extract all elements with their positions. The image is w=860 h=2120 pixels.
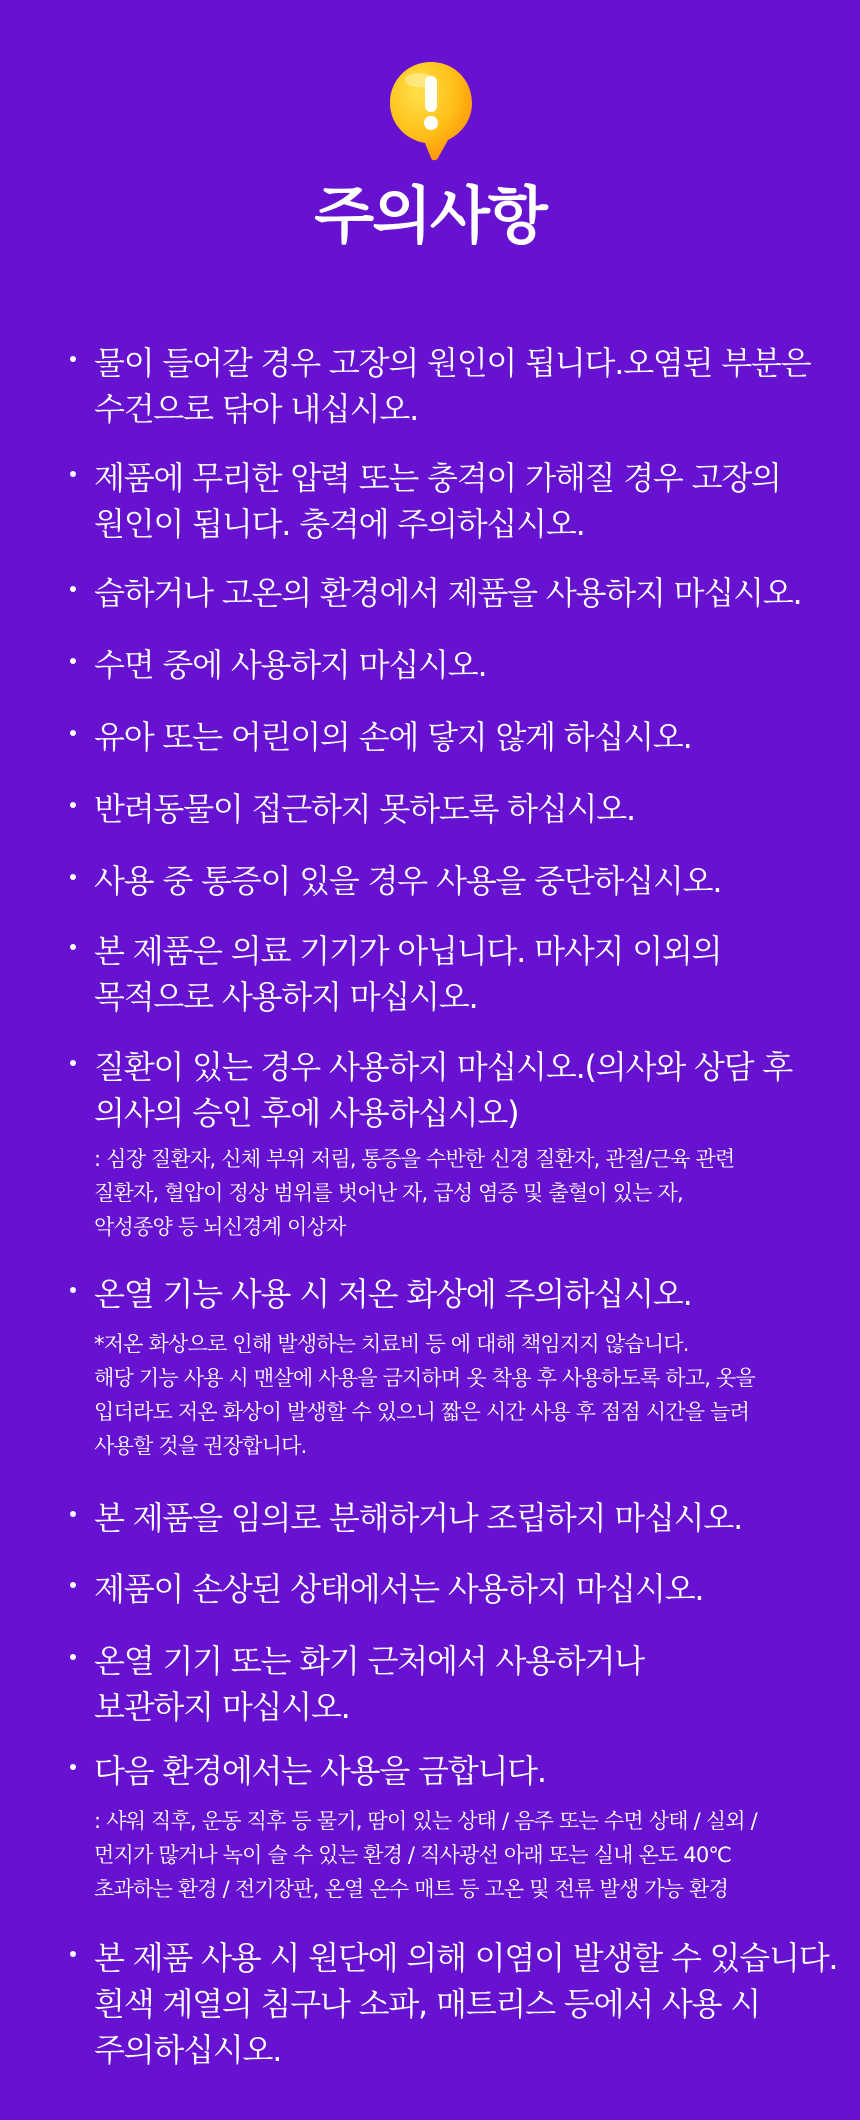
notice-text: 질환이 있는 경우 사용하지 마십시오.(의사와 상담 후 의사의 승인 후에 사용하십시오) <box>94 1048 793 1132</box>
page-title: 주의사항 <box>314 179 546 252</box>
bullet-icon <box>70 1582 76 1588</box>
notice-subtext: *저온 화상으로 인해 발생하는 치료비 등 에 대해 책임지지 않습니다. 해당 기능 사용 시 맨살에 사용을 금지하며 옷 착용 후 사용하도록 하고, 옷을 입더라도 저온 화상이 발생할 수 있으니 짧은 시간 사용 후 점점 시간을 늘려 사용할 것을 권장합니다. <box>94 1332 755 1458</box>
notice-subtext: : 심장 질환자, 신체 부위 저림, 통증을 수반한 신경 질환자, 관절/근육 관련 질환자, 혈압이 정상 범위를 벗어난 자, 급성 염증 및 출혈이 있는 자, 악성종양 등 뇌신경계 이상자 <box>94 1147 735 1239</box>
notice-text: 본 제품을 임의로 분해하거나 조립하지 마십시오. <box>94 1499 743 1537</box>
notice-text: 유아 또는 어린이의 손에 닿지 않게 하십시오. <box>94 718 692 756</box>
bullet-icon <box>70 1511 76 1517</box>
notice-text: 제품이 손상된 상태에서는 사용하지 마십시오. <box>94 1570 704 1608</box>
bullet-icon <box>70 356 76 362</box>
notice-text: 습하거나 고온의 환경에서 제품을 사용하지 마십시오. <box>94 574 802 612</box>
notice-text: 본 제품은 의료 기기가 아닙니다. 마사지 이외의 목적으로 사용하지 마십시오. <box>94 932 722 1016</box>
bullet-icon <box>70 874 76 880</box>
notice-text: 온열 기기 또는 화기 근처에서 사용하거나 보관하지 마십시오. <box>94 1642 644 1726</box>
notice-text: 물이 들어갈 경우 고장의 원인이 됩니다.오염된 부분은 수건으로 닦아 내십시오. <box>94 344 811 428</box>
bullet-icon <box>70 1951 76 1957</box>
bullet-icon <box>70 1764 76 1770</box>
bullet-icon <box>70 658 76 664</box>
exclamation-speech-bubble-icon <box>386 58 476 162</box>
notice-text: 반려동물이 접근하지 못하도록 하십시오. <box>94 790 635 828</box>
bullet-icon <box>70 730 76 736</box>
notice-text: 제품에 무리한 압력 또는 충격이 가해질 경우 고장의 원인이 됩니다. 충격에 주의하십시오. <box>94 459 781 543</box>
notice-text: 온열 기능 사용 시 저온 화상에 주의하십시오. <box>94 1275 692 1313</box>
notice-subtext: : 샤워 직후, 운동 직후 등 물기, 땀이 있는 상태 / 음주 또는 수면 상태 / 실외 / 먼지가 많거나 녹이 슬 수 있는 환경 / 직사광선 아래 또는 실내 온도 40℃ 초과하는 환경 / 전기장판, 온열 온수 매트 등 고온 및 전류 발생 가능 환경 <box>94 1809 757 1901</box>
notice-text: 수면 중에 사용하지 마십시오. <box>94 646 487 684</box>
bullet-icon <box>70 1060 76 1066</box>
notice-text: 사용 중 통증이 있을 경우 사용을 중단하십시오. <box>94 862 722 900</box>
bullet-icon <box>70 586 76 592</box>
bullet-icon <box>70 1287 76 1293</box>
notice-text: 다음 환경에서는 사용을 금합니다. <box>94 1752 546 1790</box>
bullet-icon <box>70 802 76 808</box>
bullet-icon <box>70 1654 76 1660</box>
bullet-icon <box>70 471 76 477</box>
header <box>0 0 860 290</box>
notice-text: 본 제품 사용 시 원단에 의해 이염이 발생할 수 있습니다. 흰색 계열의 침구나 소파, 매트리스 등에서 사용 시 주의하십시오. <box>94 1939 838 2069</box>
bullet-icon <box>70 944 76 950</box>
